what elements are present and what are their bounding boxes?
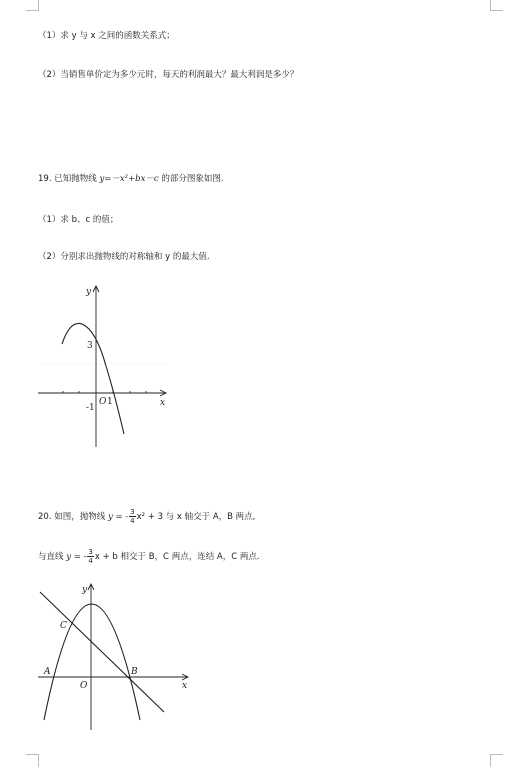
- q18-part2: （2）当销售单价定为多少元时，每天的利润最大？最大利润是多少？: [38, 70, 299, 80]
- page-corner-mark-bottom-left: [26, 754, 39, 767]
- q19-formula: y=－x²+bx－c: [99, 174, 159, 184]
- q20-stem: [38, 508, 255, 525]
- q20-label-B: B: [131, 667, 138, 677]
- q20-figure: [36, 580, 196, 740]
- q19-one-label: 1: [107, 397, 113, 407]
- q20-frac-den: 4: [130, 517, 135, 525]
- q20-stem-text-end: x² + 3 与 x 轴交于 A，B 两点,: [136, 512, 256, 522]
- q20-frac-num: 3: [130, 508, 135, 516]
- q20-fraction: [129, 508, 135, 525]
- q19-stem-text-end: 的部分图象如图.: [158, 174, 224, 184]
- q20-stem-y: y = -: [107, 512, 129, 522]
- page-corner-mark-top-right: [490, 0, 503, 11]
- q20-line2-frac-num: 3: [88, 548, 93, 556]
- q20-label-O: O: [80, 681, 88, 691]
- q19-y-label: y: [86, 287, 92, 297]
- q19-x-label: x: [160, 398, 166, 408]
- q19-stem-text: 19. 已知抛物线: [38, 174, 100, 184]
- page-corner-mark-top-left: [26, 0, 39, 11]
- q20-line2-text: 与直线: [38, 552, 67, 562]
- q20-stem-text: 20. 如图，抛物线: [38, 512, 108, 522]
- q20-parabola: [44, 604, 140, 720]
- q19-part1: （1）求 b、c 的值；: [38, 215, 119, 225]
- q19-parabola: [62, 323, 124, 434]
- q19-tick-3: 3: [87, 341, 93, 351]
- q19-stem: [38, 172, 224, 184]
- q20-line2-fraction: [87, 548, 93, 565]
- q20-line2-frac-den: 4: [88, 557, 93, 565]
- q20-label-C: C: [60, 621, 67, 631]
- q19-tick-neg1: -1: [86, 403, 95, 413]
- q18-part1: （1）求 y 与 x 之间的函数关系式；: [38, 31, 175, 41]
- q19-origin-label: O: [99, 397, 107, 407]
- q20-x-label: x: [182, 681, 188, 691]
- q19-figure: [36, 282, 176, 452]
- q20-y-label: y: [82, 585, 88, 595]
- page-corner-mark-bottom-right: [490, 754, 503, 767]
- q19-part2: （2）分别求出抛物线的对称轴和 y 的最大值.: [38, 252, 210, 262]
- q20-line2: [38, 548, 260, 565]
- q20-label-A: A: [44, 667, 51, 677]
- q20-line2-y: y = -: [66, 552, 87, 562]
- q20-line2-text-end: x + b 相交于 B，C 两点，连结 A，C 两点.: [94, 552, 260, 562]
